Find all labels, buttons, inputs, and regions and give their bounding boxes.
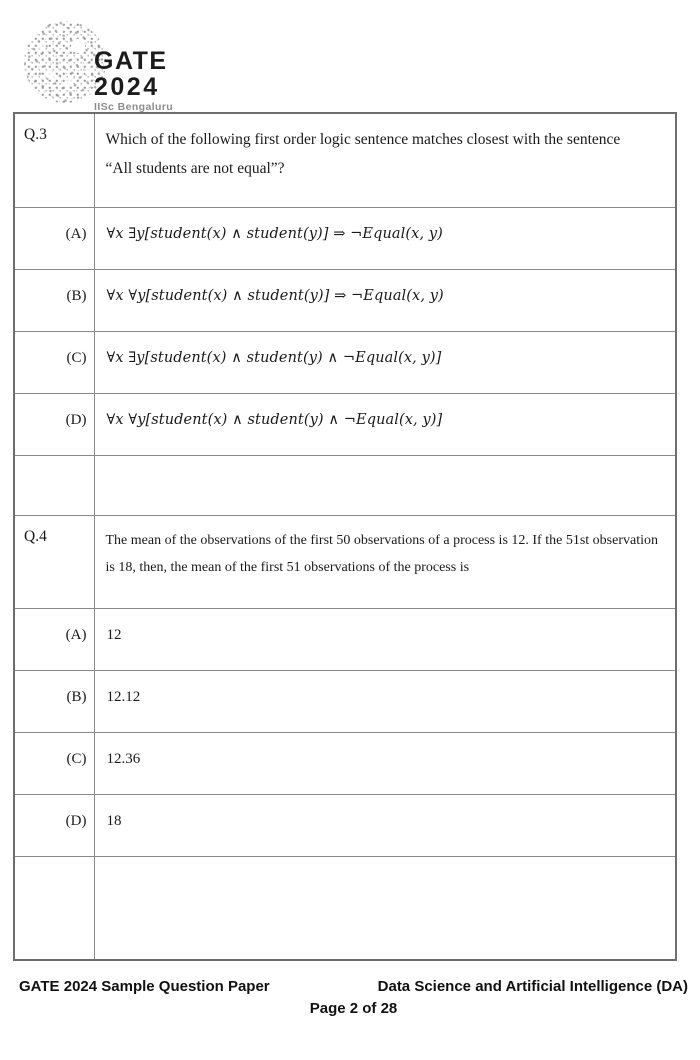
question-3-row: [14, 113, 676, 207]
logo-year-label: 2024: [94, 73, 160, 101]
option-a-label: (A): [14, 207, 94, 269]
option-a-label: (A): [14, 608, 94, 670]
option-b-label: (B): [14, 670, 94, 732]
option-b-label: (B): [14, 269, 94, 331]
spacer-cell: [94, 455, 676, 515]
option-c-label: (C): [14, 732, 94, 794]
footer-paper-title: GATE 2024 Sample Question Paper: [19, 978, 270, 995]
question-3-option-c-row: [14, 331, 676, 393]
option-d-label: (D): [14, 794, 94, 856]
question-4-option-d-row: [14, 794, 676, 856]
page-footer: [19, 978, 688, 1017]
option-c-text: 12.36: [94, 732, 676, 794]
option-a-text: ∀x ∃y[student(x) ∧ student(y)] ⇒ ¬Equal(x, y): [94, 207, 676, 269]
option-c-text: ∀x ∃y[student(x) ∧ student(y) ∧ ¬Equal(x, y)]: [94, 331, 676, 393]
footer-page-number: Page 2 of 28: [309, 1000, 398, 1017]
question-4-option-a-row: [14, 608, 676, 670]
question-3-number: Q.3: [14, 113, 94, 207]
question-table: [13, 112, 677, 961]
question-4-row: [14, 515, 676, 608]
option-d-text: 18: [94, 794, 676, 856]
spacer-cell: [14, 455, 94, 515]
spacer-cell: [94, 856, 676, 960]
logo-institute-label: IISc Bengaluru: [94, 101, 174, 113]
footer-title-line: [19, 978, 688, 995]
question-3-option-b-row: [14, 269, 676, 331]
option-c-label: (C): [14, 331, 94, 393]
gate-2024-logo: [18, 0, 700, 112]
option-d-label: (D): [14, 393, 94, 455]
spacer-cell: [14, 856, 94, 960]
logo-text: [94, 49, 173, 113]
logo-gate-label: GATE: [94, 47, 168, 75]
question-4-option-c-row: [14, 732, 676, 794]
option-b-text: ∀x ∀y[student(x) ∧ student(y)] ⇒ ¬Equal(x, y): [94, 269, 676, 331]
spacer-row: [14, 856, 676, 960]
question-3-text: Which of the following first order logic sentence matches closest with the sentence “All students are not equal”?: [94, 113, 676, 207]
question-3-option-a-row: [14, 207, 676, 269]
footer-subject-title: Data Science and Artificial Intelligence (DA): [377, 978, 688, 995]
question-4-text: The mean of the observations of the first 50 observations of a process is 12. If the 51st observation is 18, then, the mean of the first 51 observations of the process is: [94, 515, 676, 608]
option-a-text: 12: [94, 608, 676, 670]
question-3-option-d-row: [14, 393, 676, 455]
question-4-option-b-row: [14, 670, 676, 732]
spacer-row: [14, 455, 676, 515]
option-d-text: ∀x ∀y[student(x) ∧ student(y) ∧ ¬Equal(x, y)]: [94, 393, 676, 455]
option-b-text: 12.12: [94, 670, 676, 732]
question-4-number: Q.4: [14, 515, 94, 608]
